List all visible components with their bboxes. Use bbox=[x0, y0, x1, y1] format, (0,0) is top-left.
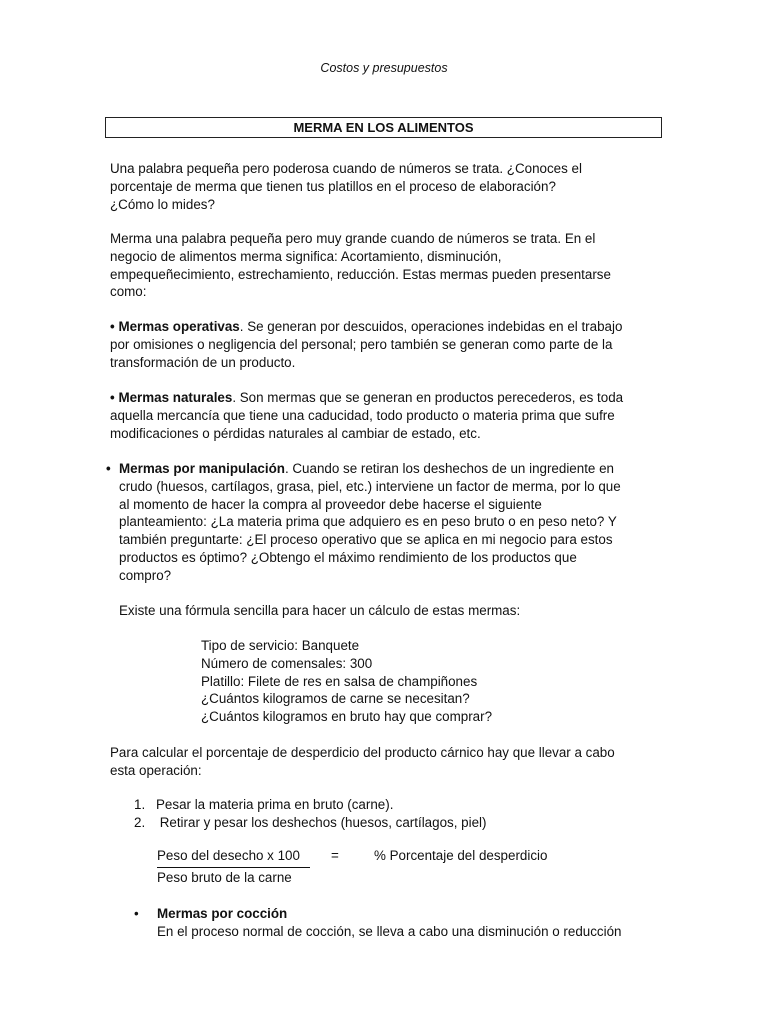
naturales-first-line: . Son mermas que se generan en productos perecederos, es toda bbox=[232, 390, 624, 405]
calc-intro-line: esta operación: bbox=[110, 762, 202, 778]
manipulacion-term: Mermas por manipulación bbox=[119, 461, 285, 476]
coccion-bullet: • bbox=[134, 906, 139, 921]
document-title: MERMA EN LOS ALIMENTOS bbox=[105, 117, 662, 138]
coccion-line: En el proceso normal de cocción, se lleva a cabo una disminución o reducción bbox=[157, 924, 622, 939]
intro-line: ¿Cómo lo mides? bbox=[110, 196, 215, 212]
calc-intro-paragraph bbox=[110, 744, 670, 780]
naturales-term: Mermas naturales bbox=[118, 390, 233, 405]
naturales-line: aquella mercancía que tiene una caducidad, todo producto o materia prima que sufre bbox=[110, 407, 615, 423]
definition-line: como: bbox=[110, 284, 147, 300]
definition-line: negocio de alimentos merma significa: Acortamiento, disminución, bbox=[110, 248, 502, 264]
manipulacion-line: crudo (huesos, cartílagos, grasa, piel, etc.) interviene un factor de merma, por lo que bbox=[119, 478, 621, 494]
fraction-line bbox=[157, 867, 310, 868]
manipulacion-line: también preguntarte: ¿El proceso operativo que se aplica en mi negocio para estos bbox=[119, 532, 613, 548]
page-header: Costos y presupuestos bbox=[320, 61, 448, 75]
manipulacion-first-line: . Cuando se retiran los deshechos de un ingrediente en bbox=[284, 461, 614, 476]
naturales-line: modificaciones o pérdidas naturales al cambiar de estado, etc. bbox=[110, 425, 481, 441]
naturales-bullet: • bbox=[110, 390, 115, 405]
example-block bbox=[201, 637, 661, 726]
coccion-paragraph bbox=[134, 905, 674, 941]
example-line: ¿Cuántos kilogramos de carne se necesitan? bbox=[201, 691, 470, 707]
formula-intro: Existe una fórmula sencilla para hacer un cálculo de estas mermas: bbox=[119, 602, 521, 618]
waste-formula bbox=[157, 848, 577, 892]
manipulacion-line: productos es óptimo? ¿Obtengo el máximo rendimiento de los productos que bbox=[119, 549, 577, 565]
formula-result: % Porcentaje del desperdicio bbox=[374, 848, 548, 863]
definition-line: Merma una palabra pequeña pero muy grande cuando de números se trata. En el bbox=[110, 231, 596, 246]
manipulacion-paragraph bbox=[106, 460, 666, 619]
naturales-paragraph bbox=[110, 389, 670, 442]
definition-line: empequeñecimiento, estrechamiento, reducción. Estas mermas pueden presentarse bbox=[110, 266, 611, 282]
calc-intro-line: Para calcular el porcentaje de desperdicio del producto cárnico hay que llevar a cabo bbox=[110, 745, 615, 760]
example-line: ¿Cuántos kilogramos en bruto hay que comprar? bbox=[201, 709, 493, 725]
definition-paragraph bbox=[110, 230, 670, 301]
operativas-term: Mermas operativas bbox=[118, 319, 240, 334]
formula-numerator: Peso del desecho x 100 bbox=[157, 848, 300, 863]
manipulacion-line: compro? bbox=[119, 567, 172, 583]
intro-line: porcentaje de merma que tienen tus platillos en el proceso de elaboración? bbox=[110, 178, 556, 194]
intro-line: Una palabra pequeña pero poderosa cuando de números se trata. ¿Conoces el bbox=[110, 161, 582, 176]
manipulacion-bullet: • bbox=[106, 461, 111, 476]
example-line: Platillo: Filete de res en salsa de champiñones bbox=[201, 673, 478, 689]
manipulacion-line: planteamiento: ¿La materia prima que adquiero es en peso bruto o en peso neto? Y bbox=[119, 514, 617, 530]
coccion-term: Mermas por cocción bbox=[157, 906, 288, 921]
step-number: 1. bbox=[134, 797, 146, 812]
operativas-bullet: • bbox=[110, 319, 115, 334]
steps-list bbox=[134, 796, 654, 832]
step-text: Retirar y pesar los deshechos (huesos, cartílagos, piel) bbox=[156, 814, 487, 830]
formula-equals: = bbox=[331, 848, 339, 863]
example-line: Número de comensales: 300 bbox=[201, 655, 373, 671]
operativas-first-line: . Se generan por descuidos, operaciones indebidas en el trabajo bbox=[239, 319, 623, 334]
formula-denominator: Peso bruto de la carne bbox=[157, 870, 292, 885]
intro-paragraph bbox=[110, 160, 670, 213]
step-number: 2. bbox=[134, 814, 146, 830]
manipulacion-line: al momento de hacer la compra al proveedor debe hacerse el siguiente bbox=[119, 496, 542, 512]
list-item bbox=[134, 796, 654, 814]
example-line: Tipo de servicio: Banquete bbox=[201, 638, 360, 653]
operativas-paragraph bbox=[110, 318, 670, 371]
operativas-line: transformación de un producto. bbox=[110, 354, 296, 370]
operativas-line: por omisiones o negligencia del personal; pero también se generan como parte de la bbox=[110, 336, 613, 352]
step-text: Pesar la materia prima en bruto (carne). bbox=[156, 797, 394, 812]
list-item bbox=[134, 814, 654, 832]
